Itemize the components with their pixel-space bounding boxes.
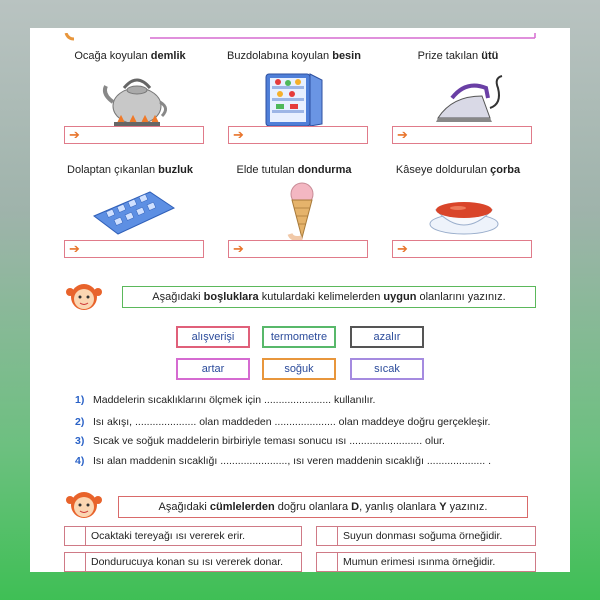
arrow-icon: ➔ xyxy=(397,127,408,142)
statement-row: Suyun donması soğuma örneğidir. xyxy=(316,526,536,546)
answer-box-6[interactable] xyxy=(392,240,532,258)
item-title-ice-cream: Elde tutulan dondurma xyxy=(236,164,352,176)
girl-face-icon xyxy=(64,488,104,522)
item-title-ice-tray: Dolaptan çıkanlan buzluk xyxy=(67,164,193,176)
refrigerator-icon xyxy=(262,68,326,130)
question-2: 2) Isı akışı, ..................... olan maddeden ..................... olan maddeye doğru gerçekleşir. xyxy=(75,416,491,428)
question-3: 3) Sıcak ve soğuk maddelerin birbiriyle teması sonucu ısı ......................... olur. xyxy=(75,435,445,447)
worksheet xyxy=(30,28,570,572)
answer-box-1[interactable] xyxy=(64,126,204,144)
answer-box-3[interactable] xyxy=(392,126,532,144)
iron-icon xyxy=(432,74,506,130)
word-box-4: artar xyxy=(176,358,250,380)
ice-tray-icon xyxy=(90,186,176,240)
item-title-teapot: Ocağa koyulan demlik xyxy=(74,50,186,62)
answer-box-2[interactable] xyxy=(228,126,368,144)
word-box-5: soğuk xyxy=(262,358,336,380)
word-box-2: termometre xyxy=(262,326,336,348)
word-box-3: azalır xyxy=(350,326,424,348)
question-1: 1) Maddelerin sıcaklıklarını ölçmek için ....................... kullanılır. xyxy=(75,394,376,406)
ice-cream-icon xyxy=(282,180,322,242)
arrow-icon: ➔ xyxy=(233,127,244,142)
statement-row: Mumun erimesi ısınma örneğidir. xyxy=(316,552,536,572)
answer-checkbox[interactable] xyxy=(317,527,338,545)
item-title-soup: Kâseye doldurulan çorba xyxy=(395,164,521,176)
answer-checkbox[interactable] xyxy=(65,527,86,545)
answer-checkbox[interactable] xyxy=(65,553,86,571)
arrow-icon: ➔ xyxy=(397,241,408,256)
word-box-1: alışverişi xyxy=(176,326,250,348)
answer-checkbox[interactable] xyxy=(317,553,338,571)
girl-face-icon xyxy=(64,280,104,314)
section2-instruction: Aşağıdaki boşluklara kutulardaki kelimelerden uygun olanlarını yazınız. xyxy=(122,286,536,308)
item-title-food: Buzdolabına koyulan besin xyxy=(227,50,361,62)
answer-box-4[interactable] xyxy=(64,240,204,258)
section3-instruction: Aşağıdaki cümlelerden doğru olanlara D, yanlış olanlara Y yazınız. xyxy=(118,496,528,518)
statement-row: Ocaktaki tereyağı ısı vererek erir. xyxy=(64,526,302,546)
arrow-icon: ➔ xyxy=(69,127,80,142)
top-border-remnant xyxy=(30,28,570,36)
item-title-iron: Prize takılan ütü xyxy=(417,50,499,62)
arrow-icon: ➔ xyxy=(69,241,80,256)
answer-box-5[interactable] xyxy=(228,240,368,258)
arrow-icon: ➔ xyxy=(233,241,244,256)
soup-bowl-icon xyxy=(428,188,500,238)
question-4: 4) Isı alan maddenin sıcaklığı ......................., ısı veren maddenin sıcaklığı .................... . xyxy=(75,455,491,467)
statement-row: Dondurucuya konan su ısı vererek donar. xyxy=(64,552,302,572)
word-box-6: sıcak xyxy=(350,358,424,380)
teapot-icon xyxy=(102,68,172,128)
